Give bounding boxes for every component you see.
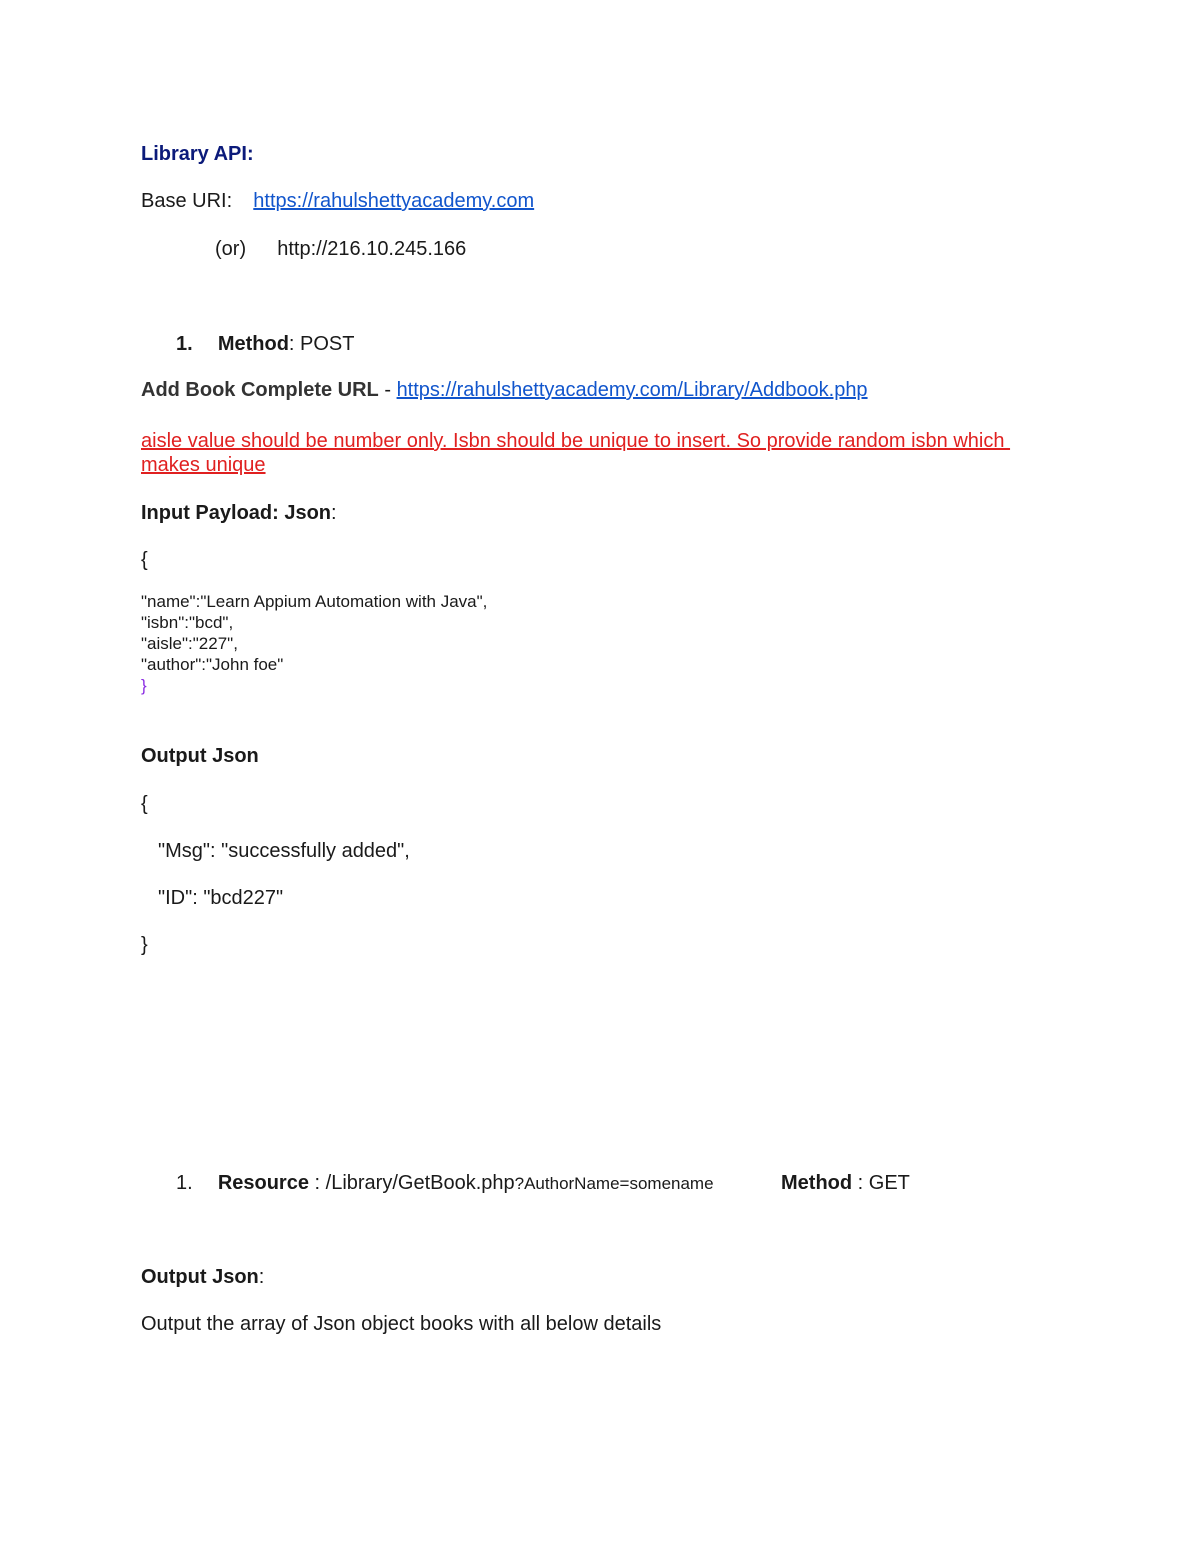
payload-close-brace: } bbox=[141, 676, 147, 695]
method-post-item bbox=[176, 332, 354, 356]
add-book-url-label: Add Book Complete URL bbox=[141, 379, 379, 401]
input-payload-heading bbox=[141, 501, 337, 525]
output-json-heading: Output Json bbox=[141, 745, 259, 767]
output-line: "ID": "bcd227" bbox=[158, 887, 284, 909]
payload-line: "isbn":"bcd", bbox=[141, 613, 234, 632]
get-method-value: : GET bbox=[852, 1172, 910, 1194]
base-uri-link[interactable]: https://rahulshettyacademy.com bbox=[253, 190, 535, 212]
method-value: : POST bbox=[288, 333, 355, 355]
output-json-heading-2 bbox=[141, 1265, 264, 1289]
add-book-url-link[interactable]: https://rahulshettyacademy.com/Library/Addbook.php bbox=[396, 379, 868, 401]
get-method-row bbox=[781, 1171, 910, 1195]
output-json-colon: : bbox=[258, 1266, 265, 1288]
resource-query: ?AuthorName=somename bbox=[514, 1174, 714, 1193]
note-line-1: aisle value should be number only. Isbn should be unique to insert. So provide random isbn which bbox=[141, 430, 1011, 452]
alt-uri-row bbox=[215, 237, 466, 261]
payload-line: "author":"John foe" bbox=[141, 655, 284, 674]
list-number: 1. bbox=[176, 333, 193, 355]
method-label: Method bbox=[217, 333, 289, 355]
get-method-label: Method bbox=[781, 1172, 853, 1194]
output-json-label: Output Json bbox=[141, 1266, 259, 1288]
resource-label: Resource bbox=[217, 1172, 309, 1194]
input-payload-label: Input Payload: Json bbox=[141, 502, 332, 524]
alt-uri-value: http://216.10.245.166 bbox=[277, 238, 467, 260]
output-open-brace: { bbox=[141, 793, 148, 815]
payload-line: "aisle":"227", bbox=[141, 634, 238, 653]
alt-uri-prefix: (or) bbox=[215, 238, 247, 260]
resource-value: : /Library/GetBook.php bbox=[308, 1172, 515, 1194]
note-line-2: makes unique bbox=[141, 454, 266, 476]
base-uri-label: Base URI: bbox=[141, 190, 233, 212]
list-number: 1. bbox=[176, 1172, 193, 1194]
payload-open-brace: { bbox=[141, 549, 148, 571]
page-title: Library API: bbox=[141, 143, 254, 165]
base-uri-row bbox=[141, 189, 534, 213]
input-payload-colon: : bbox=[331, 502, 337, 524]
output-description: Output the array of Json object books with all below details bbox=[141, 1313, 662, 1335]
add-book-url-sep: - bbox=[378, 379, 397, 401]
output-close-brace: } bbox=[141, 934, 148, 956]
get-book-item bbox=[176, 1171, 714, 1196]
output-line: "Msg": "successfully added", bbox=[158, 840, 410, 862]
add-book-url-row bbox=[141, 378, 868, 402]
payload-line: "name":"Learn Appium Automation with Java", bbox=[141, 592, 488, 611]
